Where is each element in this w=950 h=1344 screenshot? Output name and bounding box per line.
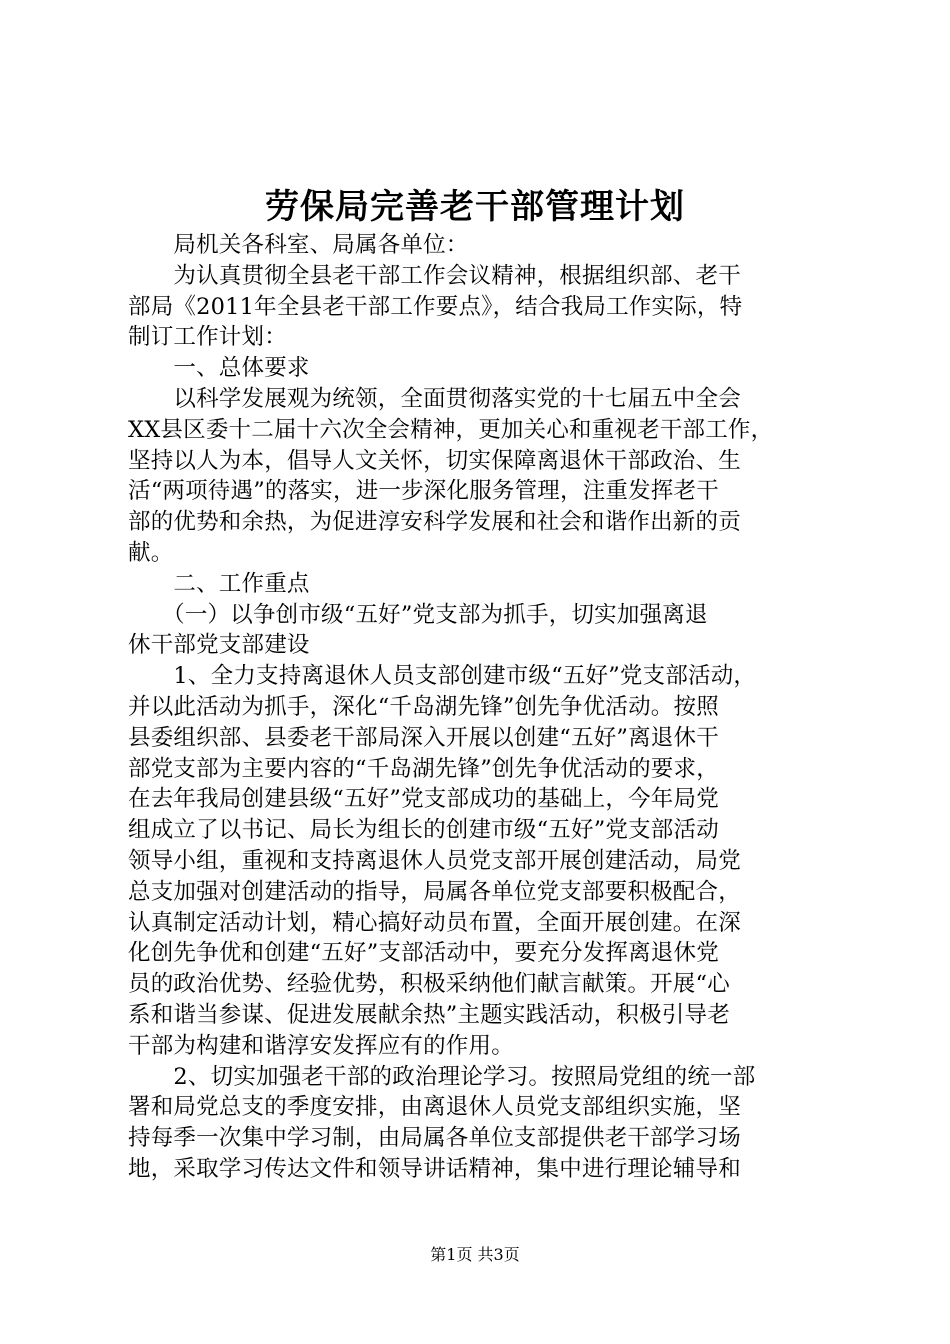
body-line: 化创先争优和创建“五好”支部活动中，要充分发挥离退休党 [128, 940, 719, 967]
body-line: 领导小组，重视和支持离退休人员党支部开展创建活动，局党 [128, 847, 741, 874]
body-line: 地，采取学习传达文件和领导讲话精神，集中进行理论辅导和 [128, 1155, 741, 1182]
body-line: 部党支部为主要内容的“千岛湖先锋”创先争优活动的要求， [128, 755, 719, 782]
body-line: 部的优势和余热，为促进淳安科学发展和社会和谐作出新的贡 [128, 509, 741, 536]
body-line: 系和谐当参谋、促进发展献余热”主题实践活动，积极引导老 [128, 1001, 730, 1028]
body-line: 干部为构建和谐淳安发挥应有的作用。 [128, 1032, 514, 1059]
body-line: 认真制定活动计划，精心搞好动员布置，全面开展创建。在深 [128, 909, 741, 936]
body-line: 员的政治优势、经验优势，积极采纳他们献言献策。开展“心 [128, 971, 730, 998]
body-line: 二、工作重点 [128, 570, 310, 597]
body-line: 活“两项待遇”的落实，进一步深化服务管理，注重发挥老干 [128, 478, 719, 505]
body-line: 部局《2011年全县老干部工作要点》，结合我局工作实际，特 [128, 293, 743, 320]
body-line: 总支加强对创建活动的指导，局属各单位党支部要积极配合， [128, 878, 741, 905]
body-line: 2、切实加强老干部的政治理论学习。按照局党组的统一部 [128, 1063, 756, 1090]
body-line: 1、全力支持离退休人员支部创建市级“五好”党支部活动， [128, 663, 757, 690]
body-line: 坚持以人为本，倡导人文关怀，切实保障离退休干部政治、生 [128, 447, 741, 474]
body-line: XX县区委十二届十六次全会精神，更加关心和重视老干部工作， [128, 416, 774, 443]
body-line: 献。 [128, 539, 174, 566]
body-line: （一）以争创市级“五好”党支部为抓手，切实加强离退 [128, 601, 708, 628]
body-line: 制订工作计划： [128, 324, 287, 351]
body-line: 休干部党支部建设 [128, 632, 310, 659]
body-line: 以科学发展观为统领，全面贯彻落实党的十七届五中全会 [128, 385, 741, 412]
body-line: 组成立了以书记、局长为组长的创建市级“五好”党支部活动 [128, 817, 719, 844]
body-line: 为认真贯彻全县老干部工作会议精神，根据组织部、老干 [128, 262, 741, 289]
body-line: 局机关各科室、局属各单位： [128, 232, 469, 258]
body-line: 并以此活动为抓手，深化“千岛湖先锋”创先争优活动。按照 [128, 693, 719, 720]
document-body [128, 230, 832, 1185]
body-line: 持每季一次集中学习制，由局属各单位支部提供老干部学习场 [128, 1125, 741, 1152]
document-title: 劳保局完善老干部管理计划 [265, 187, 685, 227]
body-line: 在去年我局创建县级“五好”党支部成功的基础上，今年局党 [128, 786, 719, 813]
body-line: 一、总体要求 [128, 355, 310, 382]
body-line: 署和局党总支的季度安排，由离退休人员党支部组织实施，坚 [128, 1094, 741, 1121]
body-line: 县委组织部、县委老干部局深入开展以创建“五好”离退休干 [128, 724, 719, 751]
page-footer: 第1页 共3页 [430, 1245, 520, 1264]
